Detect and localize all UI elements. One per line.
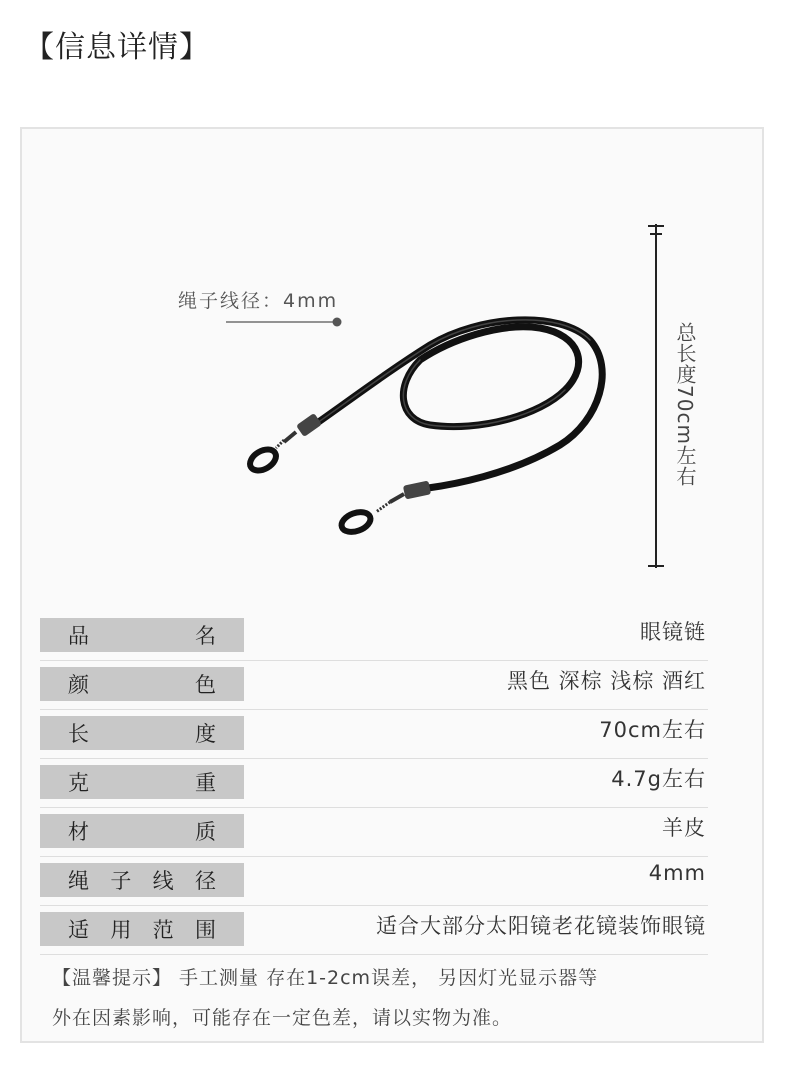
spec-row-color: [40, 661, 708, 710]
spec-row-name: [40, 612, 708, 661]
spec-table: [40, 612, 708, 955]
spec-label-char: 长: [68, 722, 89, 746]
spec-label-char: 范: [152, 918, 174, 942]
spec-label-char: 度: [195, 722, 216, 746]
spec-label: [40, 814, 244, 848]
spec-label-char: 颜: [68, 673, 89, 697]
spec-value: 4mm: [648, 861, 706, 885]
spec-label-char: 重: [195, 771, 216, 795]
warm-tip-note: [52, 958, 712, 1038]
spec-label: [40, 618, 244, 652]
spec-label: [40, 667, 244, 701]
note-line: 外在因素影响，可能存在一定色差，请以实物为准。: [52, 1007, 513, 1029]
spec-value: 适合大部分太阳镜老花镜装饰眼镜: [376, 914, 706, 938]
spec-row-length: [40, 710, 708, 759]
page-title: 【信息详情】: [24, 30, 210, 65]
spec-value: 眼镜链: [640, 620, 706, 644]
spec-row-diameter: [40, 857, 708, 906]
spec-row-usage: [40, 906, 708, 955]
spec-value: 羊皮: [662, 816, 706, 840]
length-measure-bar: [648, 224, 664, 568]
spec-label-char: 材: [68, 820, 89, 844]
spec-label-char: 克: [68, 771, 89, 795]
spec-label-char: 品: [68, 624, 89, 648]
spec-label-char: 子: [110, 869, 132, 893]
right-end-clip: [339, 480, 431, 535]
spec-value: 4.7g左右: [611, 767, 706, 791]
spec-value: 70cm左右: [599, 718, 706, 742]
spec-row-material: [40, 808, 708, 857]
spec-label-char: 质: [195, 820, 216, 844]
spec-label-char: 名: [195, 624, 216, 648]
spec-label-char: 用: [110, 918, 132, 942]
spec-label-char: 径: [194, 869, 216, 893]
left-end-clip: [246, 413, 322, 475]
cord-diameter-label: 绳子线径：4mm: [178, 290, 339, 312]
spec-label-char: 色: [195, 673, 216, 697]
spec-label-char: 围: [194, 918, 216, 942]
spec-label: [40, 912, 244, 946]
leather-cord: [310, 320, 602, 488]
spec-label-char: 线: [152, 869, 174, 893]
spec-label: [40, 765, 244, 799]
note-line: 【温馨提示】 手工测量 存在1-2cm误差， 另因灯光显示器等: [52, 967, 599, 989]
total-length-label: 总长度70cm左右: [673, 322, 697, 487]
spec-label: [40, 863, 244, 897]
diameter-pointer-dot: [333, 318, 342, 327]
spec-value: 黑色 深棕 浅棕 酒红: [506, 669, 706, 693]
spec-label-char: 适: [68, 918, 89, 942]
spec-label: [40, 716, 244, 750]
spec-row-weight: [40, 759, 708, 808]
spec-label-char: 绳: [68, 869, 89, 893]
